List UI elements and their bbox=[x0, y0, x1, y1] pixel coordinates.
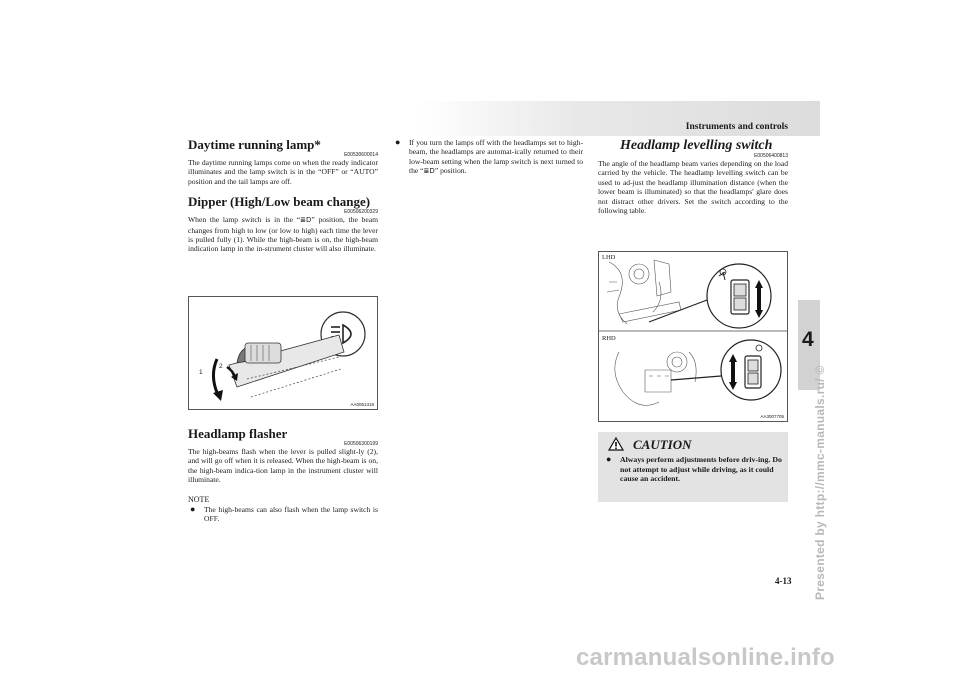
figure-label-1: 1 bbox=[199, 369, 203, 376]
footer-brand: carmanualsonline.info bbox=[576, 644, 835, 671]
section-code-levelling: E00506400813 bbox=[754, 153, 788, 159]
dipper-body: When the lamp switch is in the “≣D” position, the beam changes from high to low (or low to high) each time the lever is pulled fully (1). While the high-beam is on, the high-beam indication lamp in the in-strument cluster will also illuminate. bbox=[188, 215, 378, 254]
rhd-label: RHD bbox=[602, 335, 616, 342]
levelling-switch-illustration-icon bbox=[599, 252, 787, 421]
column-2 bbox=[393, 138, 583, 177]
levelling-figure bbox=[598, 251, 788, 422]
section-title-dipper: Dipper (High/Low beam change) bbox=[188, 194, 371, 210]
section-code-dipper: E00506200329 bbox=[344, 209, 378, 216]
note-label: NOTE bbox=[188, 494, 210, 504]
page-number: 4-13 bbox=[775, 576, 792, 586]
highbeam-symbol-icon: ≣D bbox=[300, 216, 312, 225]
col2-bullet-text: If you turn the lamps off with the headlamps set to high-beam, the headlamps are automat-ically returned to their low-beam setting when the lamp switch is next turned to the “≣D” position. bbox=[409, 138, 583, 176]
figure-label-2: 2 bbox=[219, 363, 223, 370]
bullet-icon: ● bbox=[606, 454, 612, 464]
section-code-flasher: E00506300199 bbox=[344, 441, 378, 447]
col2-bullet bbox=[393, 138, 583, 177]
dipper-figure bbox=[188, 296, 378, 410]
chapter-number: 4 bbox=[802, 328, 814, 351]
section-title-flasher: Headlamp flasher bbox=[188, 426, 288, 441]
section-code-daytime: E00530600014 bbox=[344, 152, 378, 158]
section-title-daytime: Daytime running lamp* bbox=[188, 137, 321, 152]
figure-code: AA3007705 bbox=[760, 414, 784, 419]
watermark-text: Presented by http://mmc-manuals.ru/ © bbox=[813, 365, 827, 600]
bullet-icon: ● bbox=[395, 137, 401, 147]
note-bullet bbox=[188, 505, 378, 524]
caution-bullet bbox=[604, 455, 784, 484]
daytime-body: The daytime running lamps come on when the ready indicator illuminates and the lamp switch is in the “OFF” or “AUTO” position and the tail lamps are off. bbox=[188, 158, 378, 186]
flasher-section bbox=[188, 427, 378, 523]
column-3 bbox=[598, 138, 788, 215]
lowbeam-symbol-icon: ≣D bbox=[423, 167, 435, 176]
figure-code: AA0061318 bbox=[350, 402, 374, 407]
levelling-body: The angle of the headlamp beam varies depending on the load carried by the vehicle. The headlamp levelling switch can be used to ad-just the headlamp illumination distance (when the lower beam is illuminated) so that the headlamps' glare does not distract other drivers. Set the switch according to the following table. bbox=[598, 159, 788, 216]
section-title-levelling: Headlamp levelling switch bbox=[620, 138, 773, 153]
warning-triangle-icon bbox=[608, 437, 624, 451]
bullet-icon: ● bbox=[190, 503, 196, 514]
caution-text: Always perform adjustments before driv-ing. Do not attempt to adjust while driving, as it could cause an accident. bbox=[620, 455, 782, 484]
flasher-body: The high-beams flash when the lever is pulled slight-ly (2), and will go off when it is released. When the high-beam is on, the high-beam indica-tion lamp in the instrument cluster will illuminate. bbox=[188, 447, 378, 485]
page-header-title: Instruments and controls bbox=[685, 122, 788, 132]
column-1 bbox=[188, 138, 378, 254]
note-text: The high-beams can also flash when the lamp switch is OFF. bbox=[204, 504, 378, 524]
caution-title: CAUTION bbox=[633, 437, 692, 452]
lhd-label: LHD bbox=[602, 254, 616, 261]
lever-illustration-icon bbox=[189, 297, 377, 409]
caution-box bbox=[598, 432, 788, 502]
